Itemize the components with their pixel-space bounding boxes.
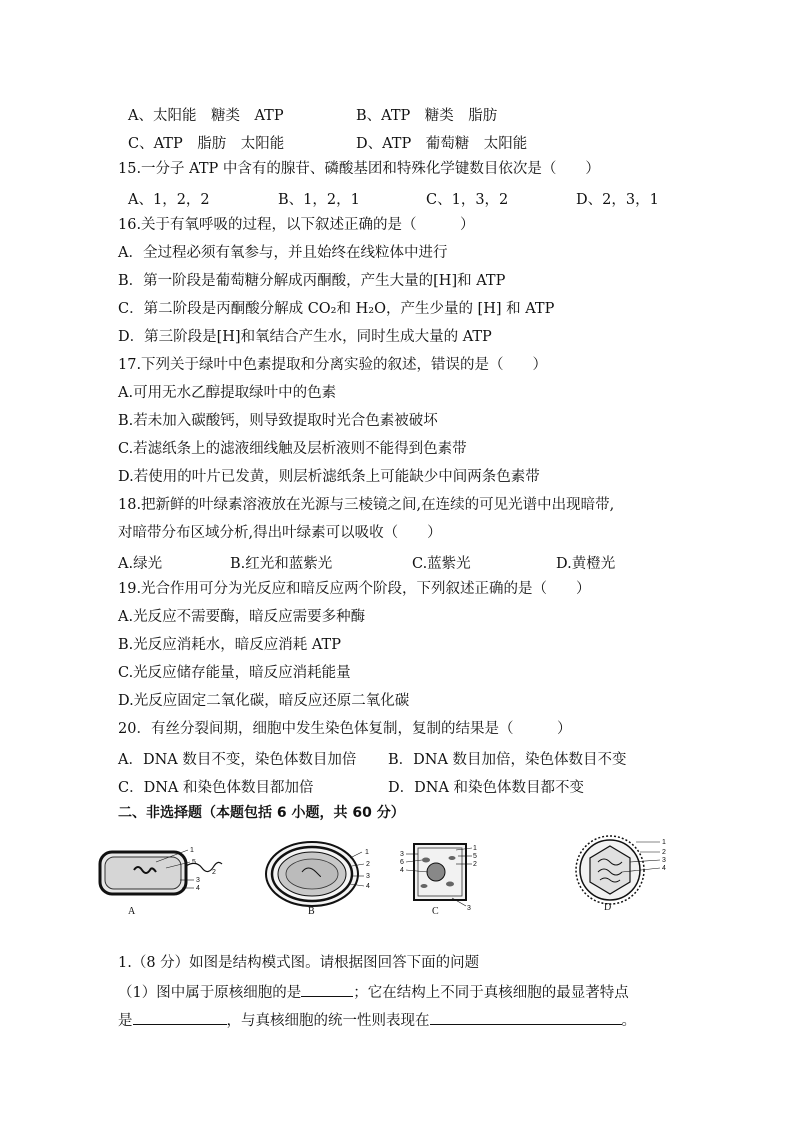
q18-option-a: A.绿光 [118, 556, 163, 572]
figure-c-plant-cell [396, 838, 486, 918]
q19-option-c: C.光反应储存能量，暗反应消耗能量 [118, 665, 351, 681]
q19-option-b: B.光反应消耗水，暗反应消耗 ATP [118, 637, 341, 653]
nq1-line3-part-c: 。 [621, 1013, 636, 1029]
svg-text:3: 3 [196, 877, 200, 884]
figure-b-label: B [308, 906, 315, 917]
figure-d-label: D [604, 902, 612, 913]
nq1-line3-part-b: ，与真核细胞的统一性则表现在 [226, 1013, 430, 1029]
svg-text:6: 6 [400, 859, 404, 866]
svg-text:5: 5 [192, 859, 196, 866]
svg-text:3: 3 [400, 851, 404, 858]
svg-text:2: 2 [473, 861, 477, 868]
figure-a-bacterium [96, 840, 226, 920]
q14-option-a: A、太阳能 糖类 ATP [128, 108, 284, 124]
svg-text:4: 4 [662, 865, 666, 872]
svg-text:3: 3 [662, 857, 666, 864]
q20-option-b: B．DNA 数目加倍，染色体数目不变 [388, 752, 627, 768]
q20-option-a: A．DNA 数目不变，染色体数目加倍 [118, 752, 357, 768]
q17-option-d: D.若使用的叶片已发黄，则层析滤纸条上可能缺少中间两条色素带 [118, 469, 540, 485]
nq1-line1: 1.（8 分）如图是结构模式图。请根据图回答下面的问题 [118, 955, 480, 971]
q15-stem: 15.一分子 ATP 中含有的腺苷、磷酸基团和特殊化学键数目依次是（ ） [118, 161, 600, 177]
svg-text:2: 2 [366, 861, 370, 868]
nq1-line3-part-a: 是 [118, 1013, 133, 1029]
q16-option-b: B．第一阶段是葡萄糖分解成丙酮酸，产生大量的[H]和 ATP [118, 273, 506, 289]
q19-option-a: A.光反应不需要酶，暗反应需要多种酶 [118, 609, 366, 625]
nq1-line2-part-b: ；它在结构上不同于真核细胞的最显著特点 [353, 985, 629, 1001]
q17-option-b: B.若未加入碳酸钙，则导致提取时光合色素被破坏 [118, 413, 438, 429]
q20-option-d: D．DNA 和染色体数目都不变 [388, 780, 585, 796]
q14-option-d: D、ATP 葡萄糖 太阳能 [356, 136, 528, 152]
figure-d-virus [560, 832, 690, 912]
q18-option-c: C.蓝紫光 [412, 556, 471, 572]
q19-option-d: D.光反应固定二氧化碳，暗反应还原二氧化碳 [118, 693, 410, 709]
q20-option-c: C．DNA 和染色体数目都加倍 [118, 780, 314, 796]
q17-option-a: A.可用无水乙醇提取绿叶中的色素 [118, 385, 337, 401]
q16-option-c: C．第二阶段是丙酮酸分解成 CO₂和 H₂O，产生少量的 [H] 和 ATP [118, 301, 555, 317]
svg-text:4: 4 [196, 885, 200, 892]
svg-text:2: 2 [212, 869, 216, 876]
q19-stem: 19.光合作用可分为光反应和暗反应两个阶段，下列叙述正确的是（ ） [118, 581, 591, 597]
q18-option-d: D.黄橙光 [556, 556, 616, 572]
q18-stem-line2: 对暗带分布区域分析,得出叶绿素可以吸收（ ） [118, 525, 442, 541]
svg-text:1: 1 [662, 839, 666, 846]
figure-b-cell [262, 838, 382, 918]
nq1-line2 [118, 982, 629, 1002]
figure-c-label: C [432, 906, 439, 917]
q15-option-d: D、2，3，1 [576, 192, 659, 208]
answer-blank-prokaryote[interactable] [301, 982, 353, 997]
q15-option-a: A、1，2，2 [128, 192, 210, 208]
section-2-heading: 二、非选择题（本题包括 6 小题，共 60 分） [118, 805, 405, 821]
q16-option-a: A．全过程必须有氧参与，并且始终在线粒体中进行 [118, 245, 448, 261]
nq1-line2-part-a: （1）图中属于原核细胞的是 [118, 985, 302, 1001]
svg-text:5: 5 [473, 853, 477, 860]
answer-blank-unity[interactable] [430, 1010, 622, 1025]
q17-option-c: C.若滤纸条上的滤液细线触及层析液则不能得到色素带 [118, 441, 467, 457]
figure-a-label: A [128, 906, 136, 917]
svg-text:3: 3 [366, 873, 370, 880]
svg-text:4: 4 [400, 867, 404, 874]
q16-stem: 16.关于有氧呼吸的过程，以下叙述正确的是（ ） [118, 217, 475, 233]
svg-text:2: 2 [662, 849, 666, 856]
q14-option-c: C、ATP 脂肪 太阳能 [128, 136, 285, 152]
q18-option-b: B.红光和蓝紫光 [230, 556, 333, 572]
q16-option-d: D．第三阶段是[H]和氧结合产生水，同时生成大量的 ATP [118, 329, 492, 345]
q17-stem: 17.下列关于绿叶中色素提取和分离实验的叙述，错误的是（ ） [118, 357, 548, 373]
q15-option-b: B、1，2，1 [278, 192, 360, 208]
svg-text:1: 1 [365, 849, 369, 856]
answer-blank-feature[interactable] [133, 1010, 227, 1025]
svg-text:4: 4 [366, 883, 370, 890]
q18-stem-line1: 18.把新鲜的叶绿素溶液放在光源与三棱镜之间,在连续的可见光谱中出现暗带, [118, 497, 615, 513]
svg-text:3: 3 [467, 905, 471, 912]
q20-stem: 20．有丝分裂间期，细胞中发生染色体复制，复制的结果是（ ） [118, 721, 572, 737]
q15-option-c: C、1，3，2 [426, 192, 509, 208]
nq1-line3 [118, 1010, 636, 1030]
svg-text:1: 1 [190, 847, 194, 854]
svg-text:1: 1 [473, 845, 477, 852]
q14-option-b: B、ATP 糖类 脂肪 [356, 108, 498, 124]
